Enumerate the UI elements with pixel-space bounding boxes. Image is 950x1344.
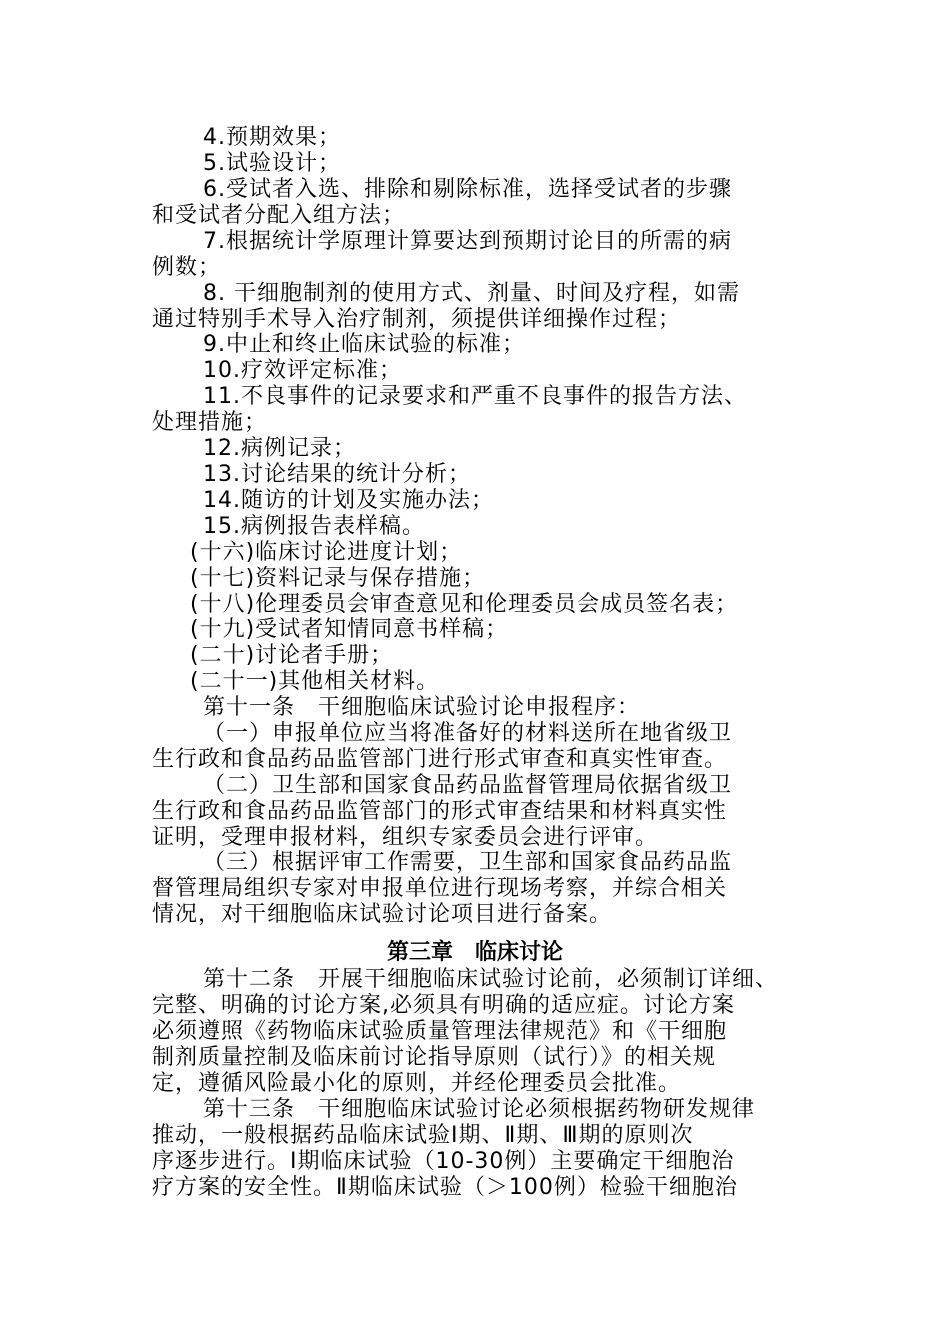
article-12-cont-3: 制剂质量控制及临床前讨论指导原则（试行）》的相关规 <box>152 1045 717 1070</box>
list-item-15: 15.病例报告表样稿。 <box>203 514 425 539</box>
list-item-8-cont: 通过特别手术导入治疗制剂，须提供详细操作过程； <box>152 307 682 332</box>
article-11-para-2-cont-2: 证明，受理申报材料，组织专家委员会进行评审。 <box>152 825 659 850</box>
article-11-para-1-cont: 生行政和食品药品监管部门进行形式审查和真实性审查。 <box>152 747 728 772</box>
list-item-10: 10.疗效评定标准； <box>203 358 402 383</box>
list-item-11-cont: 处理措施； <box>152 410 268 435</box>
article-11-para-3: （三）根据评审工作需要，卫生部和国家食品药品监 <box>203 850 733 875</box>
list-item-8: 8. 干细胞制剂的使用方式、剂量、时间及疗程，如需 <box>203 281 740 306</box>
list-item-6: 6.受试者入选、排除和剔除标准，选择受试者的步骤 <box>203 177 732 202</box>
list-item-7: 7.根据统计学原理计算要达到预期讨论目的所需的病 <box>203 229 732 254</box>
article-13-cont-1: 推动，一般根据药品临床试验Ⅰ期、Ⅱ期、Ⅲ期的原则次 <box>152 1123 694 1148</box>
section-item-21: (二十一)其他相关材料。 <box>190 669 440 694</box>
article-12-cont-4: 定，遵循风险最小化的原则，并经伦理委员会批准。 <box>152 1071 682 1096</box>
section-item-17: (十七)资料记录与保存措施； <box>190 566 486 591</box>
list-item-11: 11.不良事件的记录要求和严重不良事件的报告方法、 <box>203 384 747 409</box>
article-13-para: 第十三条 干细胞临床试验讨论必须根据药物研发规律 <box>203 1097 756 1122</box>
article-13-cont-2: 序逐步进行。Ⅰ期临床试验（10-30例）主要确定干细胞治 <box>152 1149 735 1174</box>
article-11-para-3-cont-1: 督管理局组织专家对申报单位进行现场考察，并综合相关 <box>152 876 728 901</box>
article-13-cont-3: 疗方案的安全性。Ⅱ期临床试验（＞100例）检验干细胞治 <box>152 1175 738 1200</box>
section-item-16: (十六)临床讨论进度计划； <box>190 540 463 565</box>
article-11-para-2: （二）卫生部和国家食品药品监督管理局依据省级卫 <box>203 773 733 798</box>
list-item-9: 9.中止和终止临床试验的标准； <box>203 332 525 357</box>
article-11-para-2-cont-1: 生行政和食品药品监管部门的形式审查结果和材料真实性 <box>152 799 728 824</box>
list-item-14: 14.随访的计划及实施办法； <box>203 488 494 513</box>
article-11-title: 第十一条 干细胞临床试验讨论申报程序： <box>203 695 641 720</box>
list-item-13: 13.讨论结果的统计分析； <box>203 462 471 487</box>
article-11-para-3-cont-2: 情况，对干细胞临床试验讨论项目进行备案。 <box>152 902 613 927</box>
article-12-para: 第十二条 开展干细胞临床试验讨论前，必须制订详细、 <box>203 967 779 992</box>
list-item-4: 4.预期效果； <box>203 125 341 150</box>
article-12-cont-2: 必须遵照《药物临床试验质量管理法律规范》和《干细胞 <box>152 1019 728 1044</box>
section-item-18: (十八)伦理委员会审查意见和伦理委员会成员签名表； <box>190 592 739 617</box>
list-item-6-cont: 和受试者分配入组方法； <box>152 203 406 228</box>
section-item-19: (十九)受试者知情同意书样稿； <box>190 617 509 642</box>
section-item-20: (二十)讨论者手册； <box>190 643 394 668</box>
chapter-heading: 第三章 临床讨论 <box>386 939 563 965</box>
article-12-cont-1: 完整、明确的讨论方案,必须具有明确的适应症。讨论方案 <box>152 993 735 1018</box>
list-item-12: 12.病例记录； <box>203 436 356 461</box>
list-item-5: 5.试验设计； <box>203 151 341 176</box>
article-11-para-1: （一）申报单位应当将准备好的材料送所在地省级卫 <box>203 721 733 746</box>
list-item-7-cont: 例数； <box>152 255 222 280</box>
